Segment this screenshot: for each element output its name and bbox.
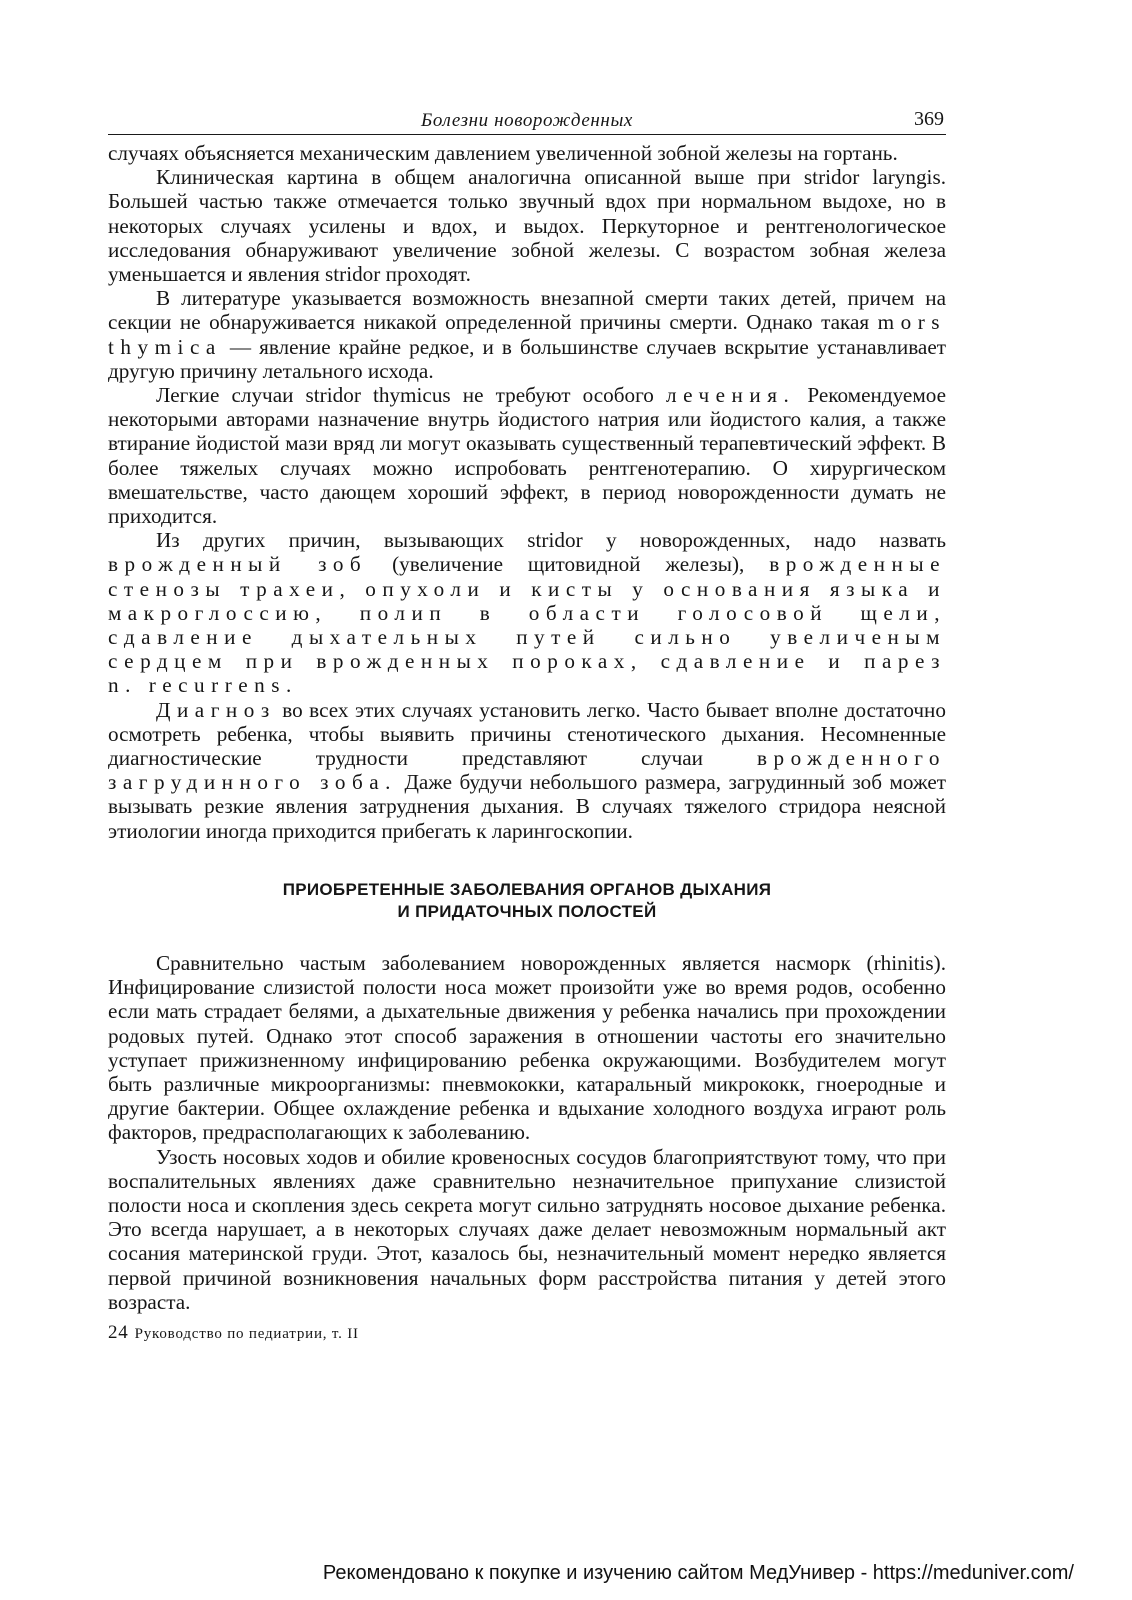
text-run: Рекомендуемое некоторыми авторами назначение внутрь йодистого натрия или йодистого калия, а также втирание йодистой мази вряд ли могут оказывать существенный терапевтический эффект. В более тяжелых случаях можно испробовать рентгенотерапию. О хирургическом вмешательстве, часто дающем хороший эффект, в период новорожденности думать не приходится. (108, 383, 946, 529)
text-run: Легкие случаи stridor thymicus не требуют особого (156, 383, 667, 408)
running-header (108, 108, 946, 135)
meduniver-banner: Рекомендовано к покупке и изучению сайтом МедУнивер - https://meduniver.com/ (322, 1562, 1074, 1584)
emphasis-text: mors thymica (108, 310, 946, 359)
text-run: Из других причин, вызывающих stridor у новорожденных, надо назвать (156, 528, 946, 553)
text-run: (увеличение щитовидной железы), (367, 552, 770, 577)
paragraph-clinical-picture: Клиническая картина в общем аналогична описанной выше при stridor laryngis. Большей частью также отмечается только звучный вдох при нормальном выдохе, но в некоторых случаях усилены и вдох, и выдох. Перкуторное и рентгенологическое исследования обнаруживают увеличение зобной железы. С возрастом зобная железа уменьшается и явления stridor проходят. (108, 165, 946, 287)
paragraph-treatment (108, 383, 946, 528)
emphasis-text: врожденного загрудинного зоба. (108, 746, 946, 795)
section-heading-line: И ПРИДАТОЧНЫХ ПОЛОСТЕЙ (397, 901, 657, 921)
emphasis-text: Диагноз (156, 697, 276, 722)
text-run: — явление крайне редкое, и в большинстве случаев вскрытие устанавливает другую причину летального исхода. (108, 334, 946, 383)
running-title: Болезни новорожденных (421, 110, 633, 131)
paragraph-mors-thymica (108, 286, 946, 383)
book-page (108, 108, 946, 1344)
paragraph-continuation: случаях объясняется механическим давлением увеличенной зобной железы на гортань. (108, 141, 898, 165)
section-heading (108, 879, 946, 923)
text-run: В литературе указывается возможность внезапной смерти таких детей, причем на секции не обнаруживается никакой определенной причины смерти. Однако такая (108, 286, 946, 335)
text-run: Даже будучи небольшого размера, загрудинный зоб может вызывать резкие явления затруднения дыхания. В случаях тяжелого стридора неясной этиологии иногда приходится прибегать к ларингоскопии. (108, 770, 946, 843)
page-footer (108, 1322, 946, 1344)
paragraph-nasal-passages: Узость носовых ходов и обилие кровеносных сосудов благоприятствуют тому, что при воспалительных явлениях даже сравнительно незначительное припухание слизистой полости носа и скопления здесь секрета могут сильно затруднять носовое дыхание ребенка. Это всегда нарушает, а в некоторых случаях даже делает невозможным нормальный акт сосания материнской груди. Этот, казалось бы, незначительный момент нередко является первой причиной возникновения начальных форм расстройства питания у детей этого возраста. (108, 1144, 946, 1314)
signature-mark: 24 (108, 1321, 129, 1343)
main-text (108, 141, 946, 1314)
paragraph-other-causes (108, 528, 946, 697)
section-heading-line: ПРИОБРЕТЕННЫЕ ЗАБОЛЕВАНИЯ ОРГАНОВ ДЫХАНИЯ (282, 879, 772, 899)
emphasis-text: врожденные стенозы трахеи, опухоли и кисты у основания языка и макроглоссию, полип в области голосовой щели, сдавление дыхательных путей сильно увеличеным сердцем при врожденных пороках, сдавление и парез n. recurrens. (108, 552, 946, 698)
book-title: Руководство по педиатрии, т. II (134, 1325, 359, 1342)
paragraph-rhinitis: Сравнительно частым заболеванием новорожденных является насморк (rhinitis). Инфицирование слизистой полости носа может произойти уже во время родов, особенно если мать страдает белями, а дыхательные движения у ребенка начались при прохождении родовых путей. Однако этот способ заражения в отношении частоты его значительно уступает прижизненному инфицированию ребенка окружающими. Возбудителем могут быть различные микроорганизмы: пневмококки, катаральный микрококк, гноеродные и другие бактерии. Общее охлаждение ребенка и вдыхание холодного воздуха играют роль факторов, предрасполагающих к заболеванию. (108, 950, 946, 1145)
emphasis-text: лечения. (666, 383, 796, 408)
emphasis-text: врожденный зоб (108, 552, 368, 577)
page-number: 369 (914, 108, 944, 130)
paragraph-diagnosis (108, 698, 946, 843)
text-run: во всех этих случаях установить легко. Часто бывает вполне достаточно осмотреть ребенка, чтобы выявить причины стенотического дыхания. Несомненные диагностические трудности представляют случаи (108, 697, 946, 771)
